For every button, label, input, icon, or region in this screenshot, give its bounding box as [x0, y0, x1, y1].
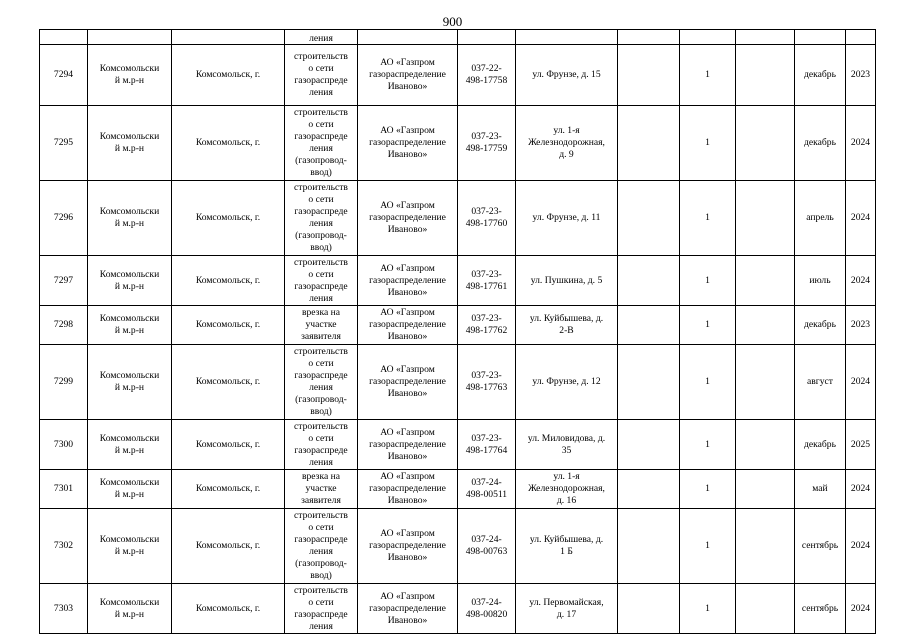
cell-work-type-line: о сети — [308, 194, 334, 205]
cell-work-type-line: о сети — [308, 268, 334, 280]
cell-work-type-line: о сети — [308, 63, 334, 74]
cell-work-type-line: газораспреде — [294, 608, 348, 620]
table-body — [40, 30, 876, 634]
cell-organization-line: газораспределение — [369, 376, 446, 387]
cell-year: 2024 — [846, 509, 876, 584]
cell-quantity: 1 — [680, 420, 736, 470]
cell-month: сентябрь — [795, 509, 846, 584]
cell-organization-line: АО «Газпром — [380, 307, 435, 318]
cell-empty — [736, 509, 795, 584]
cell-address-line: ул. 1-я — [553, 471, 580, 482]
cell-code — [458, 584, 516, 634]
cell-district-line: й м.р-н — [114, 608, 145, 620]
cell-work-type-line: ления — [309, 218, 333, 229]
cell-organization-line: Иваново» — [387, 149, 428, 160]
cell-empty — [618, 584, 680, 634]
cell-district-line: Комсомольски — [99, 313, 160, 324]
cell-organization — [358, 181, 458, 256]
cell-work-type-line: врезка на — [301, 471, 341, 482]
cell-month: декабрь — [795, 306, 846, 345]
table-row-fragment — [40, 30, 876, 45]
cell-organization — [358, 256, 458, 306]
cell-work-type — [285, 470, 358, 509]
table-row — [40, 345, 876, 420]
cell-organization-line: газораспределение — [369, 602, 446, 614]
cell-work-type-line: ления — [309, 456, 333, 468]
cell-empty — [618, 256, 680, 306]
table-row — [40, 470, 876, 509]
cell-code-line: 498-17761 — [465, 280, 508, 292]
table-row — [40, 45, 876, 106]
cell-work-type-line: строительств — [294, 256, 348, 268]
cell-code-line: 037-23- — [471, 268, 502, 280]
cell-district-line: Комсомольски — [99, 596, 160, 608]
cell-empty — [846, 30, 876, 45]
cell-work-type-line: газораспреде — [294, 206, 348, 217]
cell-work-type-line: строительств — [294, 584, 348, 596]
cell-work-type-line: ввод) — [310, 167, 332, 178]
cell-code — [458, 509, 516, 584]
cell-locality: Комсомольск, г. — [172, 509, 285, 584]
cell-empty — [618, 181, 680, 256]
cell-quantity: 1 — [680, 256, 736, 306]
cell-organization-line: газораспределение — [369, 274, 446, 286]
cell-work-type-line: о сети — [308, 522, 334, 533]
cell-organization-line: газораспределение — [369, 212, 446, 223]
cell-empty — [618, 30, 680, 45]
cell-code-line: 037-23- — [471, 206, 502, 217]
cell-work-type-line: ления — [309, 87, 333, 98]
cell-organization — [358, 45, 458, 106]
cell-work-type-line: ления — [309, 143, 333, 154]
cell-work-type-line: газораспреде — [294, 444, 348, 456]
cell-work-type-line: газораспреде — [294, 75, 348, 86]
cell-organization — [358, 584, 458, 634]
cell-quantity: 1 — [680, 45, 736, 106]
cell-organization — [358, 509, 458, 584]
cell-empty — [736, 181, 795, 256]
cell-district-line: й м.р-н — [114, 75, 145, 86]
cell-empty — [40, 30, 88, 45]
cell-month: май — [795, 470, 846, 509]
cell-year: 2025 — [846, 420, 876, 470]
cell-district-line: Комсомольски — [99, 477, 160, 488]
cell-work-type — [285, 345, 358, 420]
cell-locality: Комсомольск, г. — [172, 345, 285, 420]
cell-code-line: 037-23- — [471, 370, 502, 381]
cell-address — [516, 106, 618, 181]
cell-district-line: Комсомольски — [99, 268, 160, 280]
cell-number: 7298 — [40, 306, 88, 345]
cell-district-line: й м.р-н — [114, 382, 145, 393]
cell-code-line: 498-17758 — [465, 75, 508, 86]
cell-locality: Комсомольск, г. — [172, 584, 285, 634]
cell-organization-line: АО «Газпром — [380, 590, 435, 602]
cell-district-line: Комсомольски — [99, 534, 160, 545]
cell-code — [458, 306, 516, 345]
cell-organization — [358, 470, 458, 509]
cell-code-line: 037-24- — [471, 477, 502, 488]
cell-organization — [358, 345, 458, 420]
cell-work-type — [285, 584, 358, 634]
cell-month: декабрь — [795, 106, 846, 181]
cell-code-line: 037-23- — [471, 131, 502, 142]
cell-empty — [516, 30, 618, 45]
cell-empty — [618, 345, 680, 420]
cell-organization-line: АО «Газпром — [380, 426, 435, 438]
cell-code-line: 037-24- — [471, 596, 502, 608]
cell-year: 2024 — [846, 470, 876, 509]
cell-code-line: 037-24- — [471, 534, 502, 545]
cell-year: 2024 — [846, 181, 876, 256]
cell-address — [516, 509, 618, 584]
cell-quantity: 1 — [680, 470, 736, 509]
cell-work-type-line: ввод) — [310, 570, 332, 581]
cell-address-line: Железнодорожная, — [528, 137, 605, 148]
cell-empty — [618, 306, 680, 345]
cell-work-type-line: ввод) — [310, 406, 332, 417]
cell-address-line: ул. Куйбышева, д. — [529, 534, 604, 545]
cell-month: декабрь — [795, 420, 846, 470]
cell-work-type-tail: ления — [285, 30, 358, 45]
cell-organization-line: Иваново» — [387, 286, 428, 298]
cell-work-type-line: о сети — [308, 358, 334, 369]
cell-work-type-line: (газопровод- — [295, 394, 347, 405]
cell-district — [88, 45, 172, 106]
cell-code — [458, 45, 516, 106]
cell-organization-line: АО «Газпром — [380, 471, 435, 482]
cell-work-type-line: строительств — [294, 107, 348, 118]
cell-address — [516, 345, 618, 420]
cell-address-line: ул. Фрунзе, д. 12 — [532, 376, 601, 387]
cell-district-line: й м.р-н — [114, 325, 145, 336]
cell-organization-line: Иваново» — [387, 224, 428, 235]
cell-number: 7297 — [40, 256, 88, 306]
cell-address-line: ул. Пушкина, д. 5 — [530, 274, 603, 286]
cell-address — [516, 306, 618, 345]
cell-district-line: Комсомольски — [99, 206, 160, 217]
cell-number: 7295 — [40, 106, 88, 181]
cell-code — [458, 106, 516, 181]
cell-number: 7303 — [40, 584, 88, 634]
cell-code — [458, 420, 516, 470]
cell-locality: Комсомольск, г. — [172, 256, 285, 306]
cell-work-type-line: участке — [305, 319, 337, 330]
cell-work-type — [285, 420, 358, 470]
cell-empty — [172, 30, 285, 45]
cell-code — [458, 345, 516, 420]
cell-district-line: й м.р-н — [114, 444, 145, 456]
cell-organization-line: Иваново» — [387, 450, 428, 462]
cell-district — [88, 181, 172, 256]
table-row — [40, 256, 876, 306]
cell-work-type-line: ления — [309, 620, 333, 632]
cell-empty — [736, 584, 795, 634]
cell-district — [88, 470, 172, 509]
cell-address-line: Железнодорожная, — [528, 483, 605, 494]
cell-number: 7302 — [40, 509, 88, 584]
cell-quantity: 1 — [680, 584, 736, 634]
cell-district-line: Комсомольски — [99, 432, 160, 444]
cell-organization-line: Иваново» — [387, 331, 428, 342]
cell-work-type-line: о сети — [308, 432, 334, 444]
cell-organization-line: газораспределение — [369, 438, 446, 450]
cell-code — [458, 181, 516, 256]
cell-address — [516, 256, 618, 306]
table-row — [40, 509, 876, 584]
cell-year: 2024 — [846, 345, 876, 420]
cell-empty — [458, 30, 516, 45]
cell-district-line: й м.р-н — [114, 546, 145, 557]
cell-number: 7300 — [40, 420, 88, 470]
page-number: 900 — [442, 14, 463, 29]
cell-work-type-line: строительств — [294, 420, 348, 432]
cell-code-line: 498-17760 — [465, 218, 508, 229]
cell-month: апрель — [795, 181, 846, 256]
cell-year: 2024 — [846, 256, 876, 306]
cell-work-type-line: врезка на — [301, 307, 341, 318]
cell-district — [88, 584, 172, 634]
cell-address — [516, 470, 618, 509]
cell-work-type-line: газораспреде — [294, 131, 348, 142]
cell-work-type-line: заявителя — [301, 331, 341, 342]
cell-work-type-line: ления — [309, 382, 333, 393]
cell-code — [458, 470, 516, 509]
cell-empty — [795, 30, 846, 45]
cell-locality: Комсомольск, г. — [172, 45, 285, 106]
cell-work-type-line: строительств — [294, 510, 348, 521]
cell-work-type-line: строительств — [294, 51, 348, 62]
cell-code-line: 498-00511 — [465, 489, 508, 500]
cell-empty — [88, 30, 172, 45]
cell-address — [516, 584, 618, 634]
cell-code-line: 498-17763 — [465, 382, 508, 393]
cell-address — [516, 420, 618, 470]
cell-empty — [736, 345, 795, 420]
cell-locality: Комсомольск, г. — [172, 181, 285, 256]
cell-address-line: ул. 1-я — [553, 125, 580, 136]
cell-work-type — [285, 106, 358, 181]
cell-code — [458, 256, 516, 306]
cell-year: 2024 — [846, 106, 876, 181]
cell-code-line: 037-23- — [471, 313, 502, 324]
table-row — [40, 584, 876, 634]
cell-district — [88, 420, 172, 470]
cell-work-type-line: газораспреде — [294, 280, 348, 292]
cell-year: 2023 — [846, 306, 876, 345]
cell-district-line: Комсомольски — [99, 131, 160, 142]
table-row — [40, 106, 876, 181]
cell-organization-line: Иваново» — [387, 388, 428, 399]
cell-district — [88, 306, 172, 345]
cell-organization-line: АО «Газпром — [380, 200, 435, 211]
cell-work-type-line: (газопровод- — [295, 155, 347, 166]
cell-locality: Комсомольск, г. — [172, 106, 285, 181]
cell-work-type — [285, 306, 358, 345]
cell-empty — [618, 470, 680, 509]
cell-address-line: 2-В — [559, 325, 574, 336]
cell-district-line: Комсомольски — [99, 370, 160, 381]
cell-empty — [736, 306, 795, 345]
cell-organization-line: Иваново» — [387, 552, 428, 563]
cell-month: июль — [795, 256, 846, 306]
cell-code-line: 498-17764 — [465, 444, 508, 456]
cell-code-line: 498-00763 — [465, 546, 508, 557]
cell-address-line: 1 Б — [560, 546, 573, 557]
cell-year: 2023 — [846, 45, 876, 106]
cell-address-line: ул. Фрунзе, д. 15 — [532, 69, 601, 80]
cell-address — [516, 45, 618, 106]
cell-district — [88, 509, 172, 584]
cell-district-line: й м.р-н — [114, 143, 145, 154]
cell-organization-line: АО «Газпром — [380, 262, 435, 274]
cell-empty — [618, 106, 680, 181]
cell-work-type-line: заявителя — [301, 495, 341, 506]
cell-organization-line: АО «Газпром — [380, 57, 435, 68]
cell-quantity: 1 — [680, 106, 736, 181]
register-table — [39, 29, 876, 634]
cell-empty — [618, 45, 680, 106]
cell-code-line: 498-00820 — [465, 608, 508, 620]
cell-organization-line: газораспределение — [369, 319, 446, 330]
cell-work-type — [285, 181, 358, 256]
cell-empty — [736, 256, 795, 306]
cell-work-type-line: строительств — [294, 182, 348, 193]
cell-work-type-line: ления — [309, 292, 333, 304]
cell-organization-line: АО «Газпром — [380, 528, 435, 539]
cell-work-type-line: участке — [305, 483, 337, 494]
cell-organization-line: газораспределение — [369, 137, 446, 148]
cell-code-line: 037-23- — [471, 432, 502, 444]
cell-organization — [358, 420, 458, 470]
cell-work-type-line: о сети — [308, 596, 334, 608]
cell-work-type — [285, 45, 358, 106]
cell-address-line: ул. Куйбышева, д. — [529, 313, 604, 324]
cell-district — [88, 256, 172, 306]
cell-work-type-line: (газопровод- — [295, 230, 347, 241]
cell-organization-line: АО «Газпром — [380, 364, 435, 375]
cell-district — [88, 106, 172, 181]
cell-address-line: д. 9 — [559, 149, 574, 160]
cell-quantity: 1 — [680, 306, 736, 345]
cell-organization-line: Иваново» — [387, 81, 428, 92]
cell-district-line: Комсомольски — [99, 63, 160, 74]
cell-empty — [618, 509, 680, 584]
cell-address-line: д. 16 — [556, 495, 577, 506]
cell-district-line: й м.р-н — [114, 218, 145, 229]
cell-month: август — [795, 345, 846, 420]
cell-code-line: 498-17762 — [465, 325, 508, 336]
cell-work-type — [285, 509, 358, 584]
cell-number: 7301 — [40, 470, 88, 509]
cell-year: 2024 — [846, 584, 876, 634]
cell-address-line: 35 — [561, 444, 572, 456]
cell-address-line: ул. Первомайская, — [529, 596, 604, 608]
cell-work-type-line: газораспреде — [294, 534, 348, 545]
cell-empty — [736, 420, 795, 470]
cell-work-type-line: газораспреде — [294, 370, 348, 381]
cell-empty — [736, 106, 795, 181]
cell-month: декабрь — [795, 45, 846, 106]
cell-organization — [358, 106, 458, 181]
cell-work-type-line: ления — [309, 546, 333, 557]
cell-empty — [618, 420, 680, 470]
cell-address — [516, 181, 618, 256]
cell-organization-line: Иваново» — [387, 495, 428, 506]
cell-work-type-line: строительств — [294, 346, 348, 357]
cell-locality: Комсомольск, г. — [172, 420, 285, 470]
cell-empty — [680, 30, 736, 45]
cell-address-line: ул. Миловидова, д. — [527, 432, 606, 444]
cell-number: 7299 — [40, 345, 88, 420]
cell-work-type-line: о сети — [308, 119, 334, 130]
cell-work-type — [285, 256, 358, 306]
table-row — [40, 181, 876, 256]
cell-district-line: й м.р-н — [114, 280, 145, 292]
cell-quantity: 1 — [680, 509, 736, 584]
cell-empty — [358, 30, 458, 45]
cell-quantity: 1 — [680, 181, 736, 256]
cell-number: 7294 — [40, 45, 88, 106]
cell-code-line: 037-22- — [471, 63, 502, 74]
table-row — [40, 306, 876, 345]
cell-empty — [736, 45, 795, 106]
table-row — [40, 420, 876, 470]
cell-district-line: й м.р-н — [114, 489, 145, 500]
cell-organization-line: АО «Газпром — [380, 125, 435, 136]
cell-district — [88, 345, 172, 420]
cell-number: 7296 — [40, 181, 88, 256]
cell-code-line: 498-17759 — [465, 143, 508, 154]
cell-organization-line: Иваново» — [387, 614, 428, 626]
cell-locality: Комсомольск, г. — [172, 306, 285, 345]
cell-empty — [736, 30, 795, 45]
cell-organization-line: газораспределение — [369, 540, 446, 551]
cell-locality: Комсомольск, г. — [172, 470, 285, 509]
cell-month: сентябрь — [795, 584, 846, 634]
cell-empty — [736, 470, 795, 509]
cell-organization-line: газораспределение — [369, 483, 446, 494]
cell-work-type-line: (газопровод- — [295, 558, 347, 569]
cell-work-type-line: ввод) — [310, 242, 332, 253]
cell-address-line: д. 17 — [556, 608, 577, 620]
cell-organization — [358, 306, 458, 345]
cell-address-line: ул. Фрунзе, д. 11 — [532, 212, 601, 223]
cell-quantity: 1 — [680, 345, 736, 420]
cell-organization-line: газораспределение — [369, 69, 446, 80]
